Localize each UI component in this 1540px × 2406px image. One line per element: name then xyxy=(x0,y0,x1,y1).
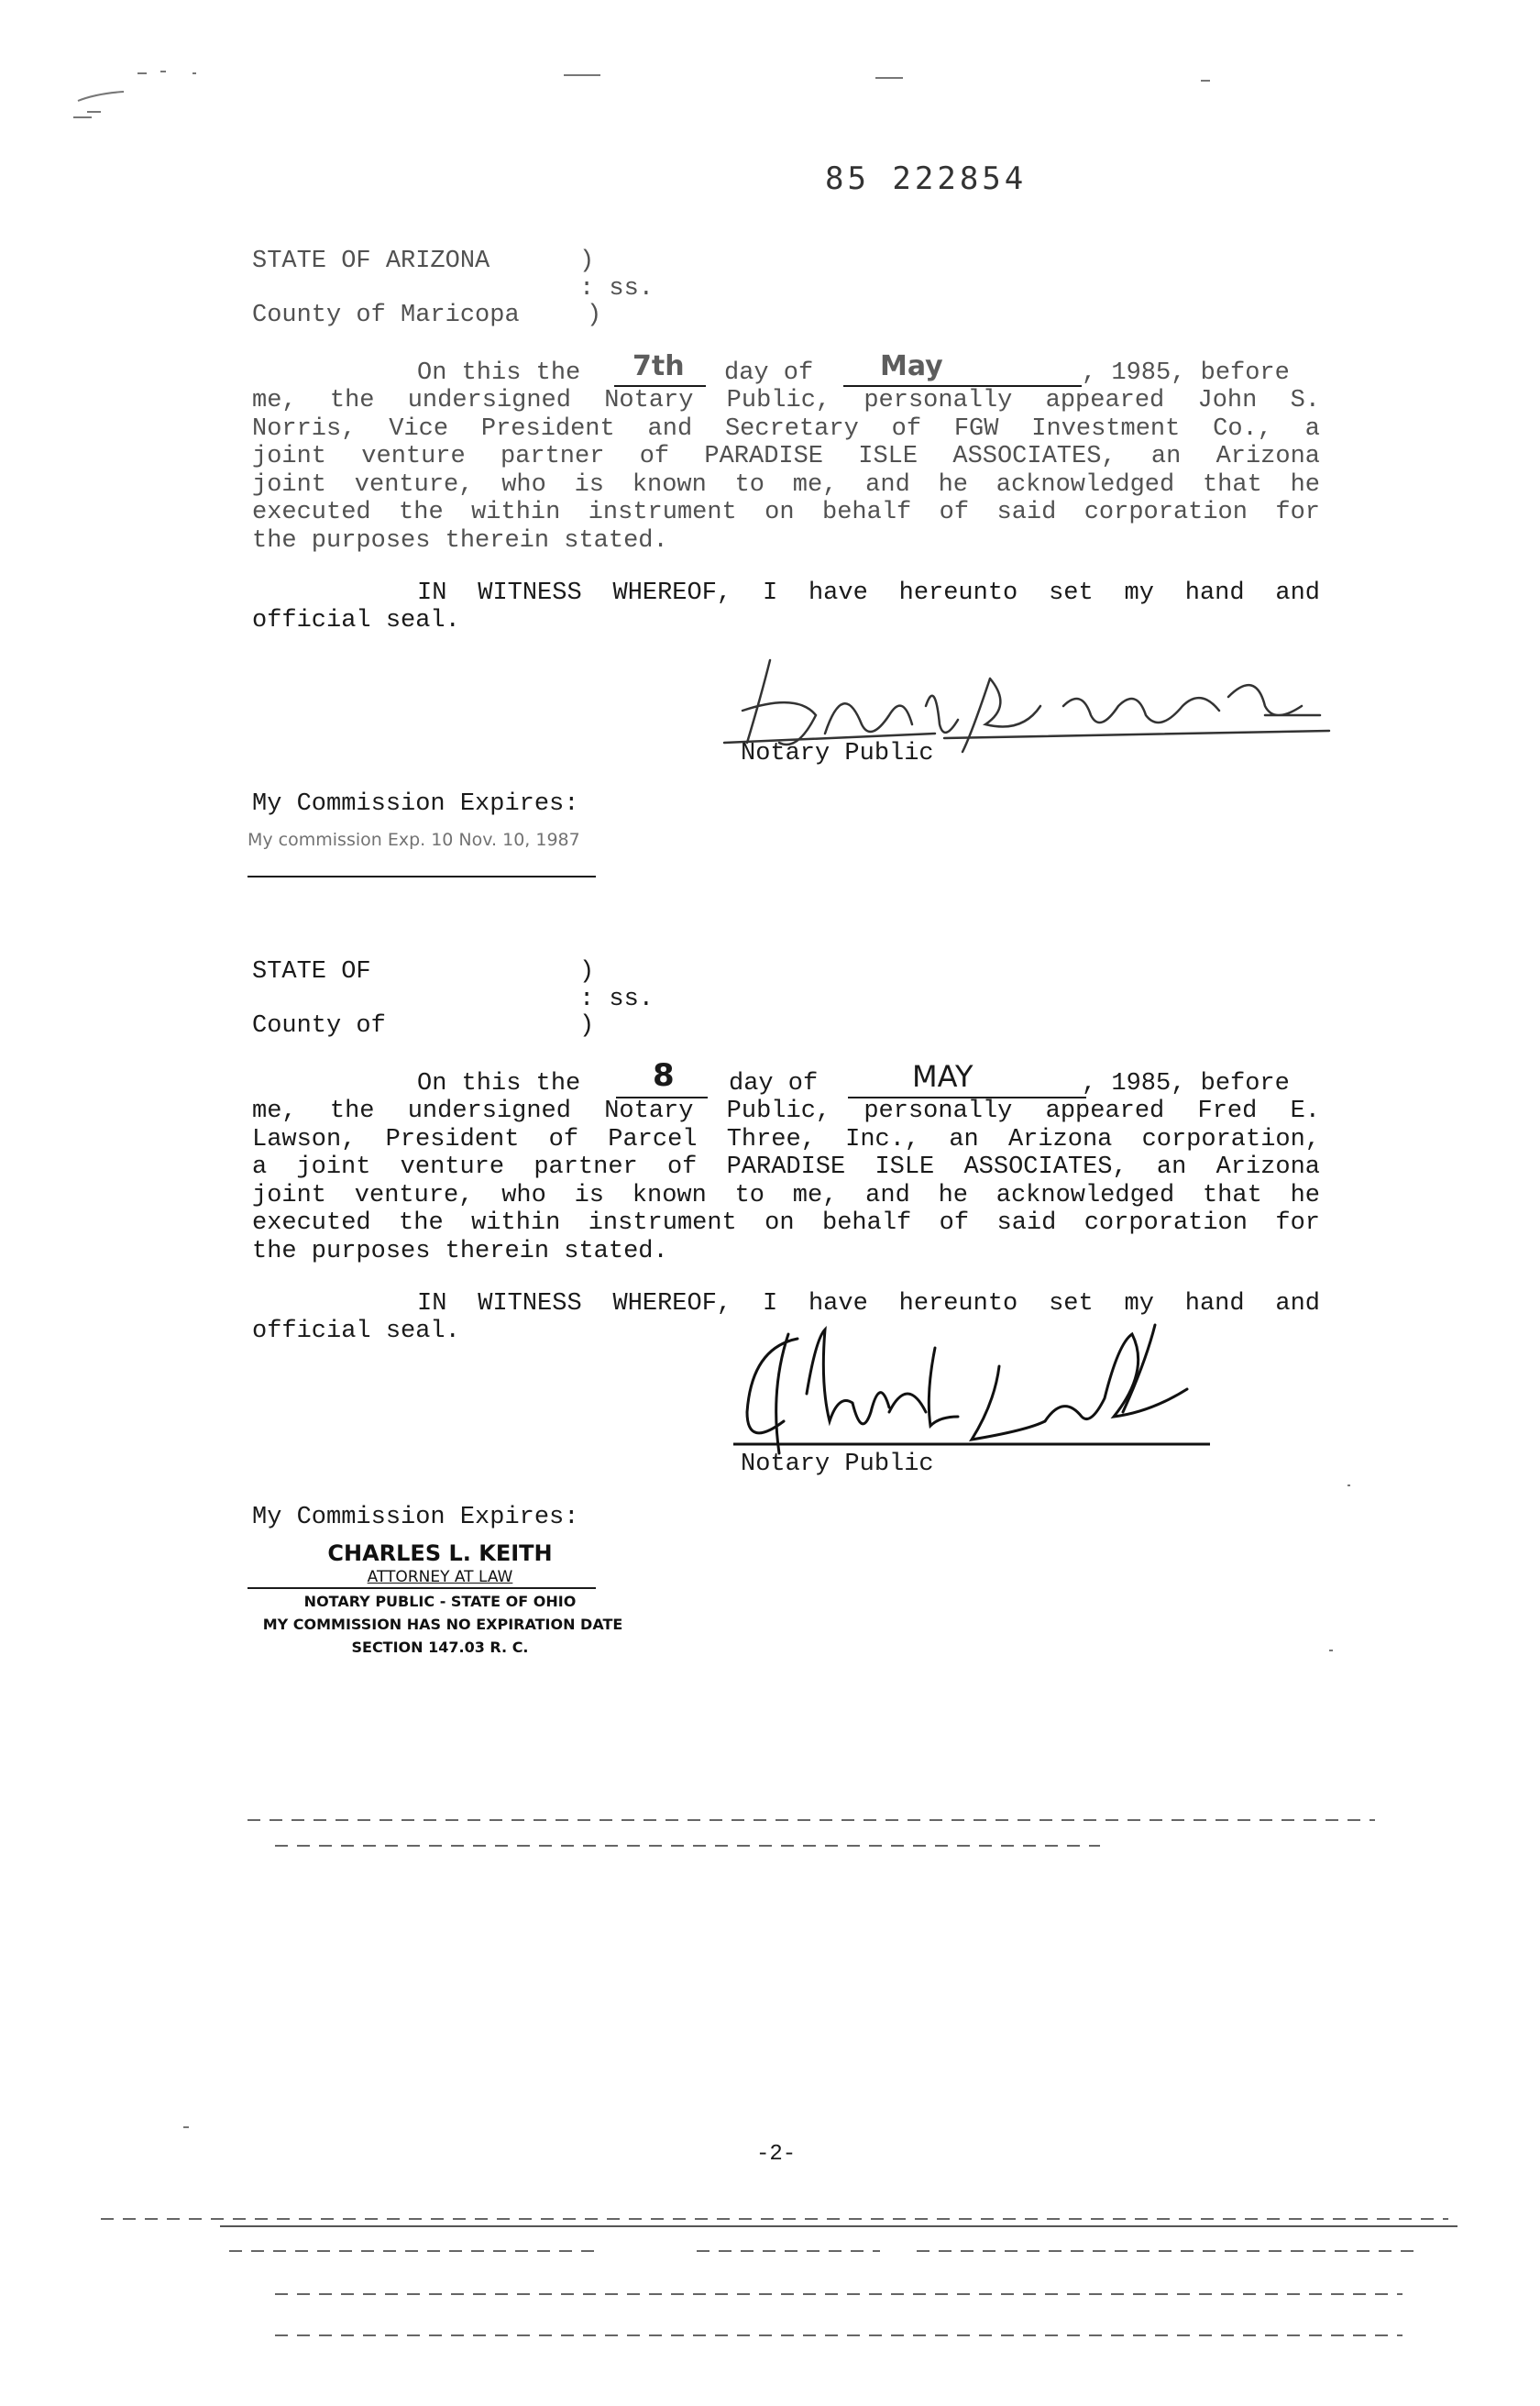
notary-public-label: Notary Public xyxy=(741,740,934,767)
ack2-month-handwritten: MAY xyxy=(912,1059,974,1094)
stamp-rule xyxy=(248,1587,596,1589)
state-line: STATE OF xyxy=(252,958,371,986)
paren: ) xyxy=(579,1012,595,1040)
witness-line: official seal. xyxy=(252,607,460,635)
notary-public-label: Notary Public xyxy=(741,1451,934,1478)
paren: ) xyxy=(587,302,602,329)
witness-line: IN WITNESS WHEREOF, I have hereunto set my hand and xyxy=(417,1290,1320,1318)
body-line: Norris, Vice President and Secretary of FGW Investment Co., a xyxy=(252,414,1320,443)
page-number: -2- xyxy=(756,2142,797,2167)
body-line: executed the within instrument on behalf of said corporation for xyxy=(252,1209,1320,1237)
commission-expires-label: My Commission Expires: xyxy=(252,790,579,818)
ack2-line1-before: On this the xyxy=(417,1070,581,1098)
ack2-line1-after: , 1985, before xyxy=(1082,1070,1290,1098)
body-line: joint venture, who is known to me, and he acknowledged that he xyxy=(252,470,1320,499)
ack1-body xyxy=(252,387,1320,555)
body-line: the purposes therein stated. xyxy=(252,526,668,555)
county-line: County of Maricopa xyxy=(252,302,520,329)
paren: ) xyxy=(579,958,595,986)
ack2-body xyxy=(252,1098,1320,1265)
body-line: me, the undersigned Notary Public, personally appeared John S. xyxy=(252,387,1320,414)
ss-label: : ss. xyxy=(579,275,654,303)
commission-line xyxy=(248,876,596,877)
body-line: me, the undersigned Notary Public, personally appeared Fred E. xyxy=(252,1098,1320,1125)
body-line: joint venture partner of PARADISE ISLE ASSOCIATES, an Arizona xyxy=(252,443,1320,470)
document-number: 85 222854 xyxy=(825,160,1028,197)
ack1-month-handwritten: May xyxy=(880,350,943,382)
ack2-line1-mid: day of xyxy=(729,1070,819,1098)
witness-line: IN WITNESS WHEREOF, I have hereunto set my hand and xyxy=(417,579,1320,607)
witness-line: official seal. xyxy=(252,1318,460,1345)
notary-signature-2 xyxy=(733,1311,1210,1467)
stamp-line2: MY COMMISSION HAS NO EXPIRATION DATE xyxy=(262,1616,623,1633)
stamp-line3: SECTION 147.03 R. C. xyxy=(351,1639,529,1656)
ack1-line1-mid: day of xyxy=(724,359,814,387)
body-line: joint venture, who is known to me, and he acknowledged that he xyxy=(252,1181,1320,1209)
stamp-name: CHARLES L. KEITH xyxy=(327,1540,553,1566)
ack1-day-handwritten: 7th xyxy=(632,350,685,382)
ack1-line1-before: On this the xyxy=(417,359,581,387)
body-line: Lawson, President of Parcel Three, Inc., an Arizona corporation, xyxy=(252,1125,1320,1153)
county-line: County of xyxy=(252,1012,386,1040)
body-line: executed the within instrument on behalf of said corporation for xyxy=(252,499,1320,526)
body-line: a joint venture partner of PARADISE ISLE ASSOCIATES, an Arizona xyxy=(252,1153,1320,1181)
state-line: STATE OF ARIZONA xyxy=(252,248,490,275)
ack2-day-handwritten: 8 xyxy=(653,1057,675,1094)
body-line: the purposes therein stated. xyxy=(252,1237,668,1265)
paren: ) xyxy=(579,248,595,275)
ss-label: : ss. xyxy=(579,986,654,1013)
commission-expiry-stamp: My commission Exp. 10 Nov. 10, 1987 xyxy=(248,830,580,850)
stamp-line1: NOTARY PUBLIC - STATE OF OHIO xyxy=(303,1593,577,1610)
stamp-title: ATTORNEY AT LAW xyxy=(367,1568,513,1586)
commission-expires-label: My Commission Expires: xyxy=(252,1504,579,1531)
ack1-line1-after: , 1985, before xyxy=(1082,359,1290,387)
